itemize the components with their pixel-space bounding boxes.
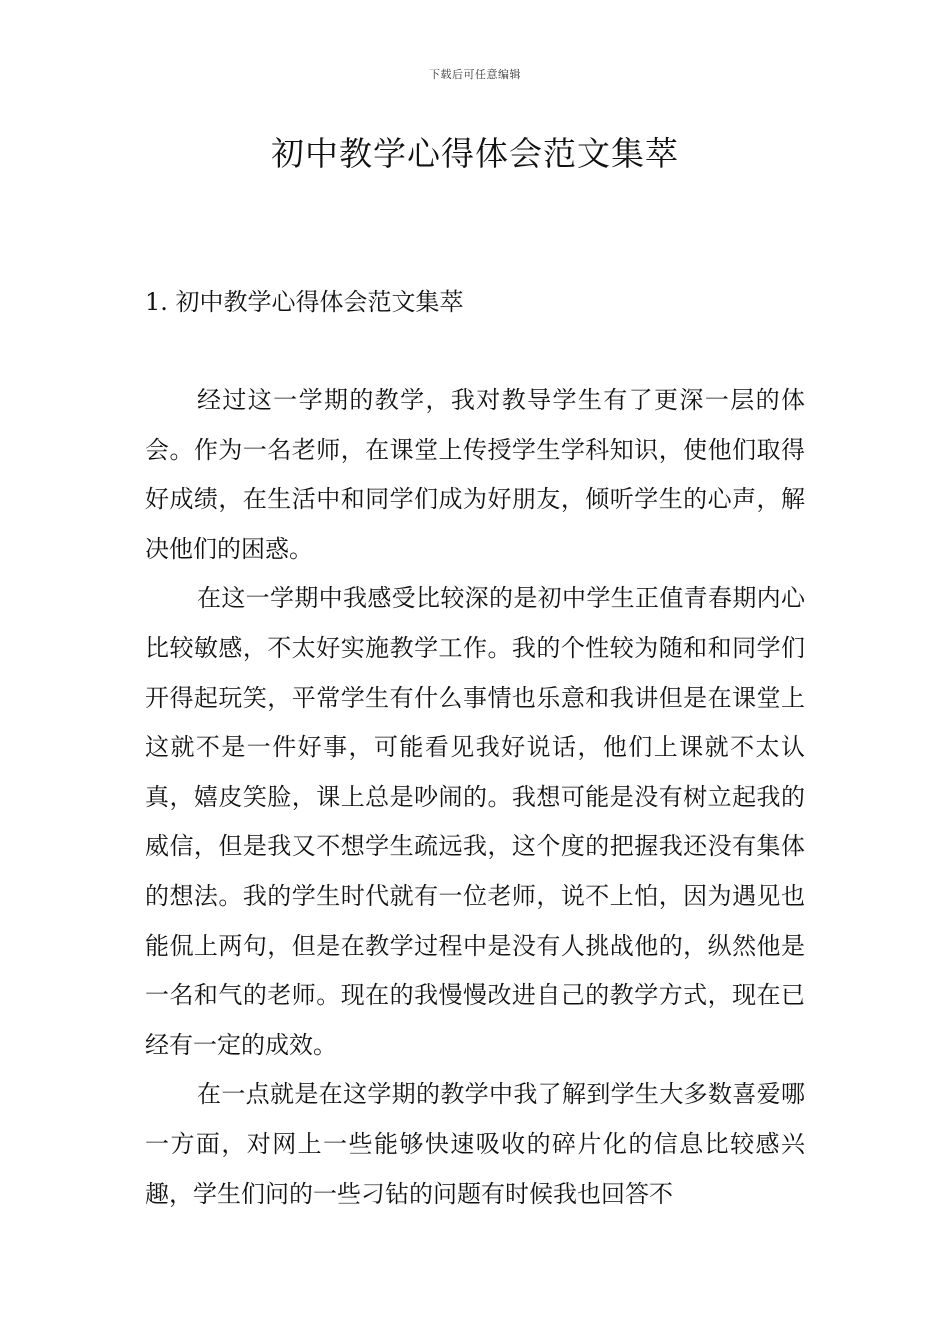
section-heading: 1. 初中教学心得体会范文集萃 <box>145 288 464 316</box>
paragraph-1: 经过这一学期的教学，我对教导学生有了更深一层的体会。作为一名老师，在课堂上传授学生学科知识，使他们取得好成绩，在生活中和同学们成为好朋友，倾听学生的心声，解决他们的困惑。 <box>145 386 805 563</box>
paragraph-2: 在这一学期中我感受比较深的是初中学生正值青春期内心比较敏感，不太好实施教学工作。我的个性较为随和和同学们开得起玩笑，平常学生有什么事情也乐意和我讲但是在课堂上这就不是一件好事，可能看见我好说话，他们上课就不太认真，嬉皮笑脸，课上总是吵闹的。我想可能是没有树立起我的威信，但是我又不想学生疏远我，这个度的把握我还没有集体的想法。我的学生时代就有一位老师，说不上怕，因为遇见也能侃上两句，但是在教学过程中是没有人挑战他的，纵然他是一名和气的老师。现在的我慢慢改进自己的教学方式，现在已经有一定的成效。 <box>145 584 805 1059</box>
paragraph-3: 在一点就是在这学期的教学中我了解到学生大多数喜爱哪一方面，对网上一些能够快速吸收的碎片化的信息比较感兴趣，学生们问的一些刁钻的问题有时候我也回答不 <box>145 1080 805 1208</box>
document-title: 初中教学心得体会范文集萃 <box>271 134 679 173</box>
header-note: 下载后可任意编辑 <box>429 68 521 81</box>
body-text <box>145 376 805 1219</box>
